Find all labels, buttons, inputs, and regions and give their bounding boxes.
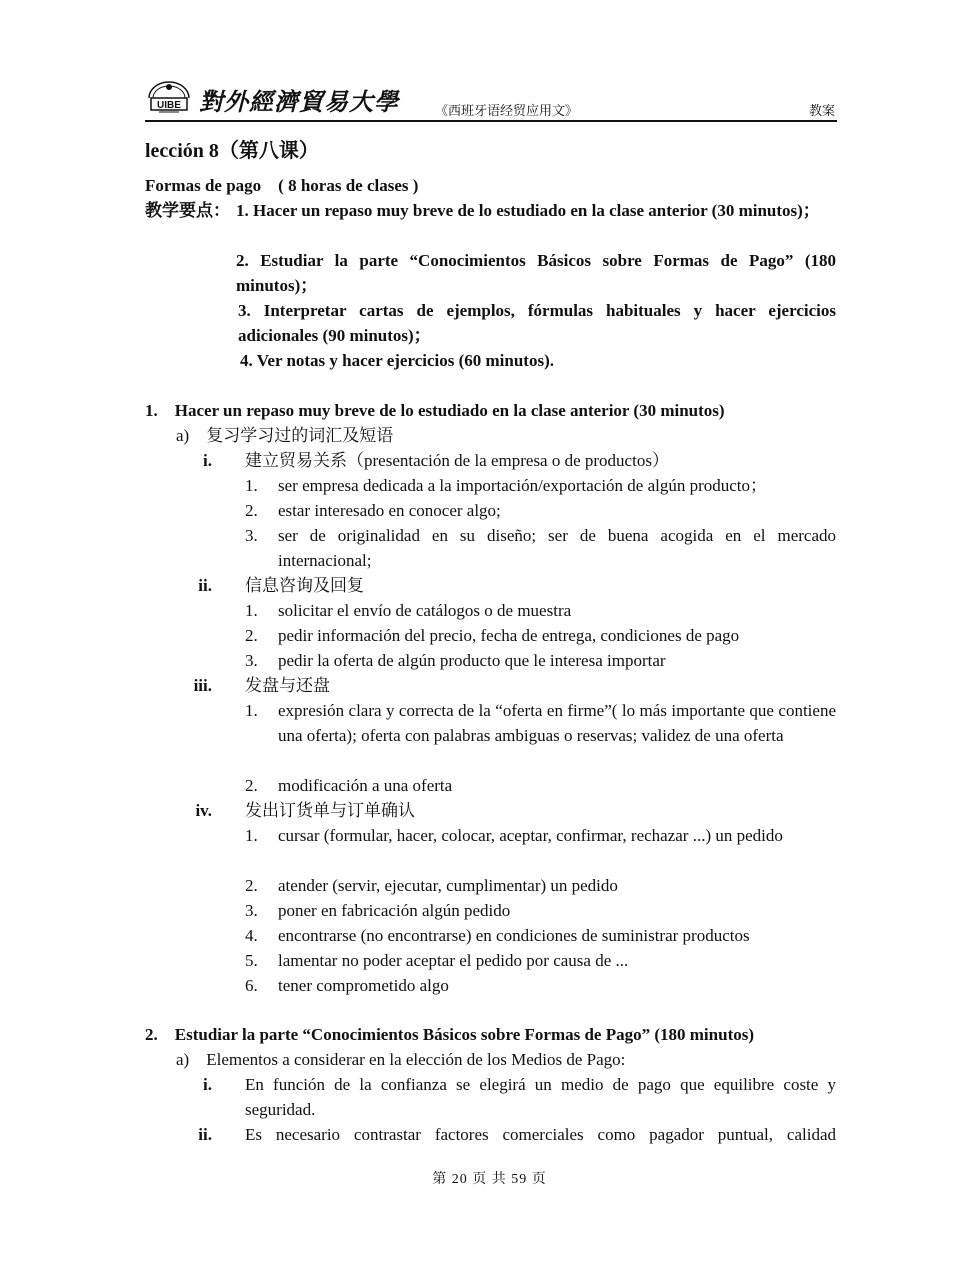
section-2-ii-text: Es necesario contrastar factores comerciales como pagador puntual, calidad bbox=[245, 1125, 836, 1144]
list-num: 3. bbox=[245, 651, 258, 670]
section-2-i-text: En función de la confianza se elegirá un medio de pago que equilibre coste y seguridad. bbox=[245, 1075, 836, 1119]
section-2-ii-num: ii. bbox=[198, 1125, 212, 1144]
section-1-title: 1. Hacer un repaso muy breve de lo estudiado en la clase anterior (30 minutos) bbox=[145, 401, 725, 420]
objective-1 bbox=[236, 198, 836, 223]
list-num: 6. bbox=[245, 976, 258, 995]
list-num: 4. bbox=[245, 926, 258, 945]
list-item: estar interesado en conocer algo; bbox=[278, 501, 501, 520]
list-item: cursar (formular, hacer, colocar, aceptar, confirmar, rechazar ...) un pedido bbox=[278, 826, 783, 845]
list-item: solicitar el envío de catálogos o de muestra bbox=[278, 601, 572, 620]
list-item: pedir la oferta de algún producto que le interesa importar bbox=[278, 651, 666, 670]
objective-2-text: 2. Estudiar la parte “Conocimientos Básicos sobre Formas de Pago” (180 minutos)； bbox=[236, 251, 836, 295]
university-name: 對外經濟貿易大學 bbox=[199, 87, 399, 116]
list-item: expresión clara y correcta de la “oferta en firme”( lo más importante que contiene una oferta); oferta con palabras ambiguas o reservas; validez de una oferta bbox=[278, 701, 836, 745]
section-1-iii-title: 发盘与还盘 bbox=[245, 676, 330, 695]
section-1-i-num: i. bbox=[203, 451, 212, 470]
list-num: 1. bbox=[245, 476, 258, 495]
list-num: 5. bbox=[245, 951, 258, 970]
section-1-iv-title: 发出订货单与订单确认 bbox=[245, 801, 415, 820]
section-1-a: a) 复习学习过的词汇及短语 bbox=[176, 426, 394, 445]
list-item: atender (servir, ejecutar, cumplimentar) un pedido bbox=[278, 876, 618, 895]
list-num: 1. bbox=[245, 701, 258, 720]
list-num: 3. bbox=[245, 526, 258, 545]
section-2-a: a) Elementos a considerar en la elección de los Medios de Pago: bbox=[176, 1050, 626, 1069]
list-item: lamentar no poder aceptar el pedido por causa de ... bbox=[278, 951, 629, 970]
page-header bbox=[145, 78, 837, 122]
objective-3-text: 3. Interpretar cartas de ejemplos, fórmulas habituales y hacer ejercicios adicionales (90 minutos)； bbox=[238, 301, 836, 345]
list-item: ser de originalidad en su diseño; ser de buena acogida en el mercado internacional; bbox=[278, 526, 836, 570]
document-type: 教案 bbox=[808, 103, 835, 118]
section-2-i-num: i. bbox=[203, 1075, 212, 1094]
list-num: 1. bbox=[245, 826, 258, 845]
list-item: tener comprometido algo bbox=[278, 976, 449, 995]
objective-1-text: 1. Hacer un repaso muy breve de lo estudiado en la clase anterior (30 minutos)； bbox=[236, 201, 820, 220]
list-item: poner en fabricación algún pedido bbox=[278, 901, 511, 920]
section-1-i-title: 建立贸易关系（presentación de la empresa o de productos） bbox=[245, 451, 669, 470]
university-logo bbox=[145, 78, 193, 118]
section-1-iii-num: iii. bbox=[193, 676, 212, 695]
section-1-iv-num: iv. bbox=[195, 801, 212, 820]
objective-3 bbox=[238, 298, 836, 348]
list-num: 2. bbox=[245, 626, 258, 645]
list-item: pedir información del precio, fecha de entrega, condiciones de pago bbox=[278, 626, 740, 645]
topic-line: Formas de pago ( 8 horas de clases ) bbox=[145, 176, 419, 195]
section-2-title: 2. Estudiar la parte “Conocimientos Básicos sobre Formas de Pago” (180 minutos) bbox=[145, 1025, 755, 1044]
section-1-ii-num: ii. bbox=[198, 576, 212, 595]
list-item: encontrarse (no encontrarse) en condiciones de suministrar productos bbox=[278, 926, 750, 945]
course-title: 《西班牙语经贸应用文》 bbox=[435, 103, 579, 118]
objective-4: 4. Ver notas y hacer ejercicios (60 minutos). bbox=[240, 351, 554, 370]
section-1-ii-title: 信息咨询及回复 bbox=[245, 576, 364, 595]
svg-text:UIBE: UIBE bbox=[157, 100, 181, 111]
list-num: 2. bbox=[245, 776, 258, 795]
objectives-label: 教学要点： bbox=[145, 201, 230, 220]
list-num: 3. bbox=[245, 901, 258, 920]
list-num: 2. bbox=[245, 501, 258, 520]
list-item: modificación a una oferta bbox=[278, 776, 453, 795]
lesson-title: lección 8（第八课） bbox=[145, 140, 319, 162]
list-item: ser empresa dedicada a la importación/exportación de algún producto； bbox=[278, 476, 768, 495]
header-rule bbox=[145, 120, 837, 122]
objective-2 bbox=[236, 248, 836, 298]
page-number-footer: 第 20 页 共 59 页 bbox=[432, 1172, 547, 1187]
list-num: 1. bbox=[245, 601, 258, 620]
list-num: 2. bbox=[245, 876, 258, 895]
